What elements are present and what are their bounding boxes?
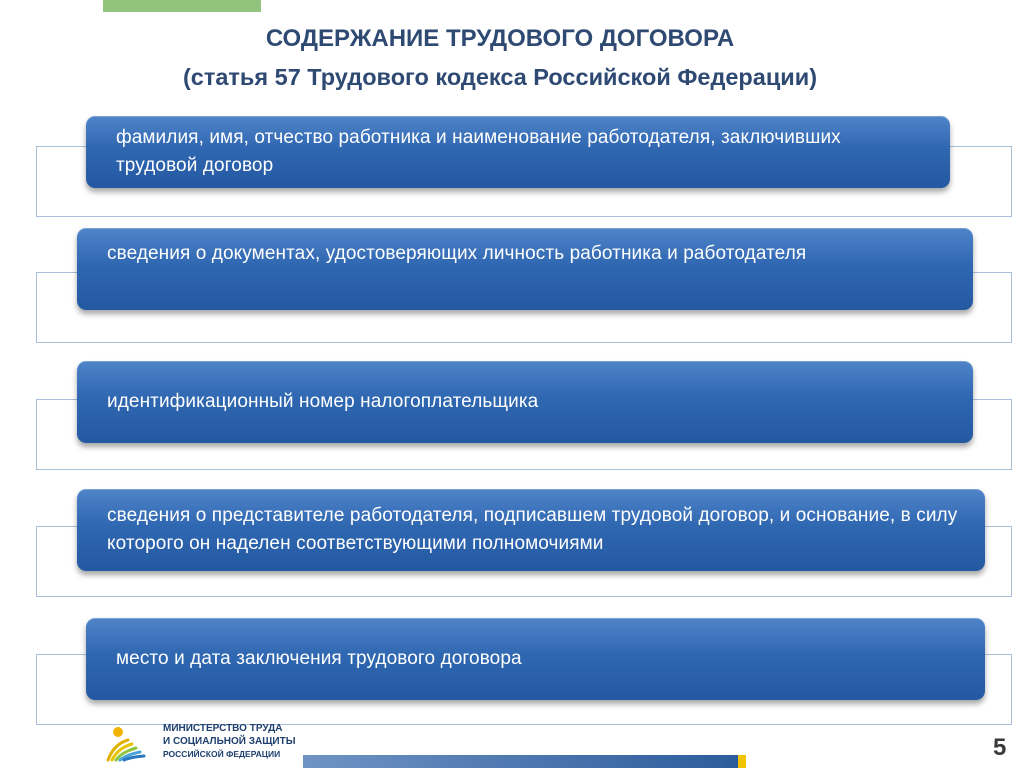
page-number: 5	[993, 734, 1007, 761]
ministry-line-3: РОССИЙСКОЙ ФЕДЕРАЦИИ	[163, 749, 281, 759]
ministry-line-1: МИНИСТЕРСТВО ТРУДА	[163, 723, 283, 734]
ministry-logo-icon	[104, 722, 152, 764]
slide-title: СОДЕРЖАНИЕ ТРУДОВОГО ДОГОВОРА	[265, 25, 735, 52]
ministry-line-2: И СОЦИАЛЬНОЙ ЗАЩИТЫ	[163, 736, 296, 747]
ministry-name	[163, 722, 296, 761]
content-item-text: сведения о представителе работодателя, подписавшем трудовой договор, и основание, в силу которого он наделен соответствующими полномочиями	[107, 505, 958, 554]
slide-subtitle: (статья 57 Трудового кодекса Российской Федерации)	[182, 64, 818, 90]
content-item-5	[86, 618, 985, 700]
content-item-3	[77, 361, 973, 443]
content-item-text: сведения о документах, удостоверяющих личность работника и работодателя	[107, 243, 807, 264]
content-item-2	[77, 228, 973, 310]
footer-yellow-marker	[738, 755, 746, 768]
content-item-text: фамилия, имя, отчество работника и наименование работодателя, заключивших трудовой договор	[116, 127, 841, 176]
top-accent-bar	[103, 0, 261, 12]
content-item-text: место и дата заключения трудового договора	[116, 648, 522, 669]
footer-bar	[303, 755, 738, 768]
content-item-1	[86, 116, 950, 188]
content-item-4	[77, 489, 985, 571]
content-item-text: идентификационный номер налогоплательщика	[107, 391, 539, 412]
